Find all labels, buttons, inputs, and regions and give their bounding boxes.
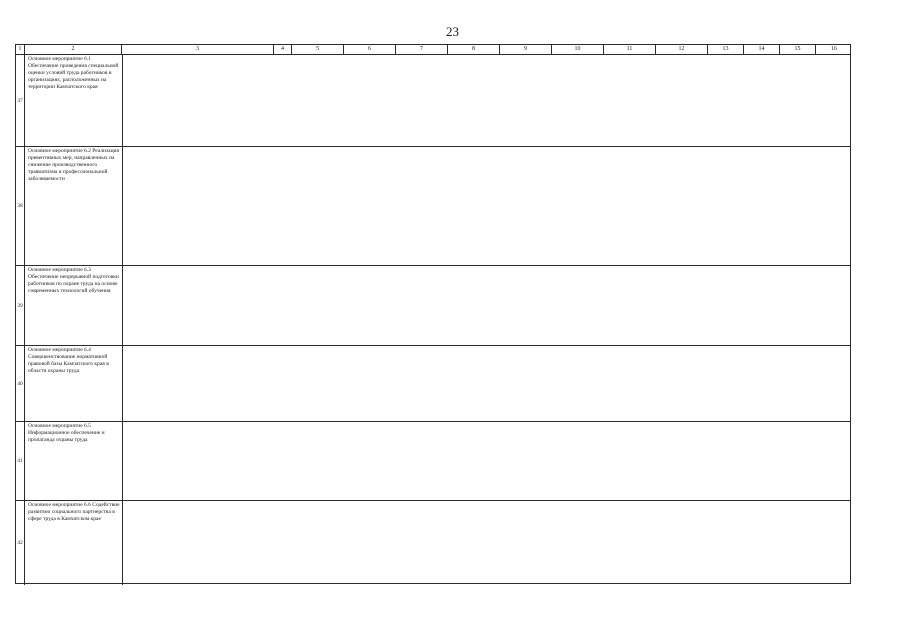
- row-number: 39: [16, 266, 25, 345]
- measure-block: [16, 422, 850, 501]
- row-number: 38: [16, 147, 25, 265]
- header-col-12: 12: [656, 45, 708, 54]
- header-col-3: 3: [122, 45, 274, 54]
- measure-body-blank: [123, 266, 850, 345]
- measure-block: [16, 147, 850, 266]
- measure-block: [16, 346, 850, 422]
- header-col-1: 1: [16, 45, 25, 54]
- header-col-13: 13: [708, 45, 744, 54]
- measure-body-blank: [123, 55, 850, 146]
- header-col-14: 14: [744, 45, 780, 54]
- header-col-15: 15: [780, 45, 816, 54]
- header-col-7: 7: [396, 45, 448, 54]
- header-col-4: 4: [274, 45, 292, 54]
- measure-block: [16, 266, 850, 346]
- measure-description: Основное мероприятие 6.5 Информационное обеспечение и пропаганда охраны труда: [28, 423, 105, 443]
- header-col-2: 2: [25, 45, 122, 54]
- measure-block: [16, 55, 850, 147]
- table-header-row: [16, 45, 850, 55]
- measure-body-blank: [123, 147, 850, 265]
- header-col-5: 5: [292, 45, 344, 54]
- measure-description: Основное мероприятие 6.3 Обеспечение непрерывной подготовки работников по охране труда на основе современных технологий обучения: [28, 267, 119, 294]
- measure-description: Основное мероприятие 6.6 Содействие развитию социального партнерства в сфере труда в Камчатском крае: [28, 502, 120, 522]
- measure-body-blank: [123, 346, 850, 421]
- row-number: 42: [16, 501, 25, 585]
- financing-table: [15, 44, 851, 584]
- row-number: 41: [16, 422, 25, 500]
- header-col-8: 8: [448, 45, 500, 54]
- header-col-9: 9: [500, 45, 552, 54]
- measure-description: Основное мероприятие 6.2 Реализация превентивных мер, направленных на снижение производственного травматизма и профессиональной заболеваемости: [28, 148, 119, 182]
- row-number: 40: [16, 346, 25, 421]
- header-col-10: 10: [552, 45, 604, 54]
- header-col-16: 16: [831, 46, 837, 52]
- measure-body-blank: [123, 501, 850, 585]
- measure-description: Основное мероприятие 6.4 Совершенствование нормативной правовой базы Камчатского края в области охраны труда: [28, 347, 109, 374]
- measure-body-blank: [123, 422, 850, 500]
- measure-description: Основное мероприятие 6.1 Обеспечение проведения специальной оценки условий труда работников в организациях, расположенных на территории Камчатского края: [28, 56, 119, 90]
- measure-block: [16, 501, 850, 585]
- page-number: 23: [446, 24, 459, 39]
- header-col-11: 11: [604, 45, 656, 54]
- row-number: 37: [16, 55, 25, 146]
- header-col-6: 6: [344, 45, 396, 54]
